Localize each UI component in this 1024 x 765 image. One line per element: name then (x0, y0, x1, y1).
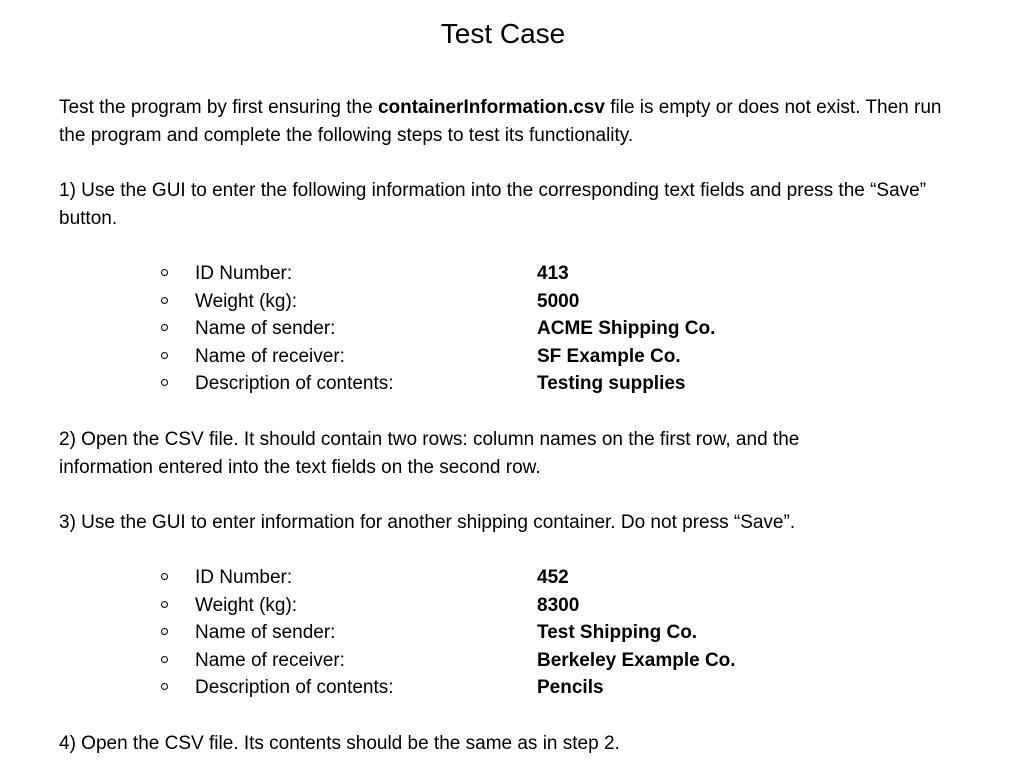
bullet-icon (161, 269, 168, 276)
field-label: Name of receiver: (195, 345, 345, 367)
bullet-icon (161, 683, 168, 690)
field-row-id-number (0, 260, 1000, 288)
bullet-icon (161, 601, 168, 608)
container-1-fields (0, 260, 1000, 398)
intro-text-before: Test the program by first ensuring the (59, 97, 378, 118)
field-label: Weight (kg): (195, 594, 298, 616)
field-row-sender (0, 315, 1000, 343)
field-value: Testing supplies (537, 373, 686, 395)
bullet-icon (161, 573, 168, 580)
step-1-text: 1) Use the GUI to enter the following information into the corresponding text fields and press the “Save” button. (59, 180, 927, 229)
field-label: Description of contents: (195, 373, 394, 395)
field-row-receiver (0, 647, 1000, 675)
field-row-description (0, 674, 1000, 702)
page-title: Test Case (440, 18, 566, 49)
step-2-text: 2) Open the CSV file. It should contain two rows: column names on the first row, and the information entered into the text fields on the second row. (59, 429, 800, 478)
field-row-description (0, 370, 1000, 398)
field-value: ACME Shipping Co. (537, 318, 716, 340)
field-label: Weight (kg): (195, 290, 298, 312)
field-value: SF Example Co. (537, 345, 681, 367)
bullet-icon (161, 379, 168, 386)
field-value: Test Shipping Co. (537, 622, 698, 644)
intro-text-after: file is empty or does not exist. Then run the program and complete the following steps to test its functionality. (59, 97, 942, 146)
field-label: Name of sender: (195, 318, 336, 340)
step-3-text: 3) Use the GUI to enter information for another shipping container. Do not press “Save”. (59, 512, 796, 533)
field-label: Name of sender: (195, 622, 336, 644)
bullet-icon (161, 297, 168, 304)
field-label: Description of contents: (195, 677, 394, 699)
bullet-icon (161, 352, 168, 359)
container-2-fields (0, 564, 1000, 702)
intro-paragraph (59, 94, 959, 150)
field-label: ID Number: (195, 567, 293, 588)
field-row-receiver (0, 343, 1000, 371)
field-label: Name of receiver: (195, 649, 345, 671)
field-value: 413 (537, 263, 569, 284)
field-value: 452 (537, 567, 569, 588)
field-value: 5000 (537, 290, 580, 312)
field-row-sender (0, 619, 1000, 647)
bullet-icon (161, 656, 168, 663)
field-value: Pencils (537, 677, 604, 699)
field-row-id-number (0, 564, 1000, 592)
bullet-icon (161, 324, 168, 331)
field-row-weight (0, 288, 1000, 316)
field-value: 8300 (537, 594, 580, 616)
field-value: Berkeley Example Co. (537, 649, 736, 671)
field-label: ID Number: (195, 263, 293, 284)
field-row-weight (0, 592, 1000, 620)
step-4-text: 4) Open the CSV file. Its contents should be the same as in step 2. (59, 733, 620, 754)
csv-filename: containerInformation.csv (377, 97, 605, 118)
bullet-icon (161, 628, 168, 635)
